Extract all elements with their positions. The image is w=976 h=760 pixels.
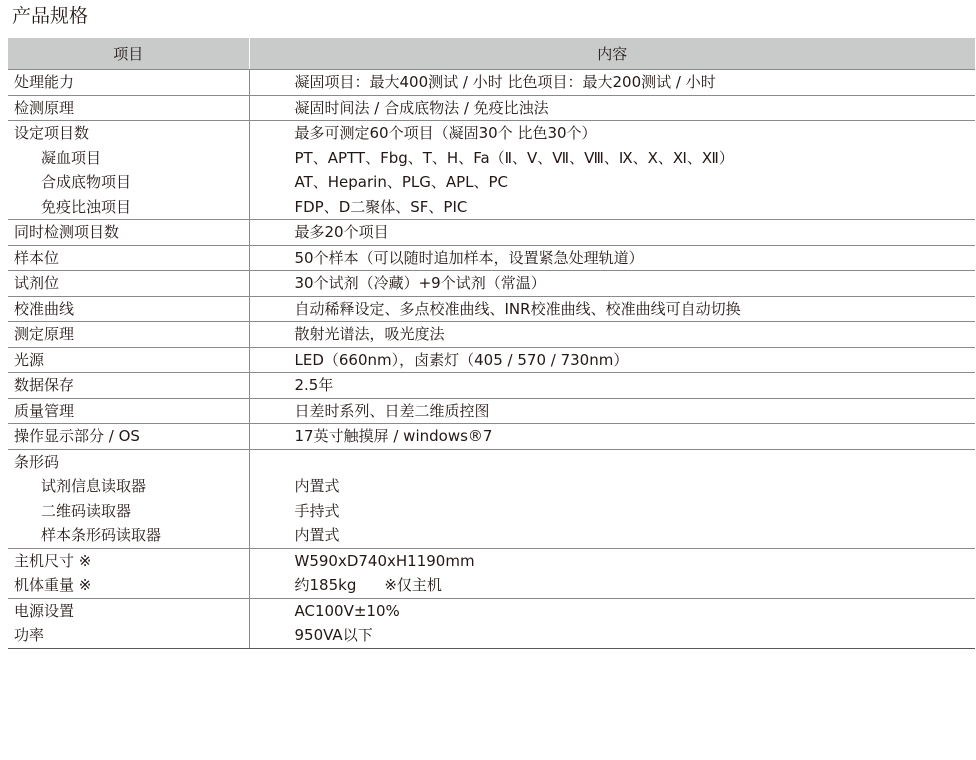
row-sub-value: 内置式	[294, 526, 340, 544]
row-label: 测定原理	[14, 325, 75, 343]
row-sub-label: 样本条形码读取器	[41, 526, 162, 544]
row-label: 同时检测项目数	[14, 223, 120, 241]
table-row	[8, 271, 975, 297]
table-row	[8, 322, 975, 348]
row-value: AC100V±10%	[294, 601, 400, 620]
row-label: 主机尺寸 ※	[14, 551, 92, 570]
table-row	[8, 95, 975, 121]
row-sub-value: PT、APTT、Fbg、T、H、Fa（Ⅱ、Ⅴ、Ⅶ、Ⅷ、Ⅸ、Ⅹ、Ⅺ、Ⅻ）	[294, 148, 734, 167]
row-label: 质量管理	[14, 401, 75, 420]
row-sub-label: 合成底物项目	[41, 173, 132, 191]
table-row	[8, 220, 975, 246]
table-row	[8, 548, 975, 598]
row-label: 数据保存	[14, 376, 75, 394]
table-row	[8, 373, 975, 399]
table-row	[8, 424, 975, 450]
row-value: 最多20个项目	[294, 223, 389, 241]
table-row	[8, 121, 975, 220]
row-sub-label: 试剂信息读取器	[41, 477, 147, 495]
page-title: 产品规格	[12, 5, 89, 27]
row-value: 最多可测定60个项目（凝固30个 比色30个）	[294, 124, 597, 142]
row-value: 17英寸触摸屏 / windows®7	[294, 427, 493, 445]
row-label: 处理能力	[14, 73, 75, 91]
row-label: 机体重量 ※	[14, 576, 92, 594]
row-label: 设定项目数	[14, 124, 90, 142]
spec-table	[8, 38, 975, 649]
row-value: 日差时系列、日差二维质控图	[294, 401, 490, 420]
row-value: 950VA以下	[294, 626, 373, 644]
row-value: 散射光谱法，吸光度法	[294, 325, 445, 343]
row-label: 试剂位	[14, 274, 60, 292]
table-row	[8, 398, 975, 424]
row-sub-label: 凝血项目	[41, 148, 102, 167]
row-value: 30个试剂（冷藏）+9个试剂（常温）	[294, 274, 546, 292]
row-value: 50个样本（可以随时追加样本，设置紧急处理轨道）	[294, 248, 644, 267]
row-label: 光源	[14, 350, 45, 369]
header-item: 项目	[8, 38, 249, 70]
row-label: 条形码	[14, 452, 60, 471]
row-value: W590xD740xH1190mm	[294, 551, 475, 570]
row-value-weight	[295, 573, 976, 598]
row-sub-label: 免疫比浊项目	[41, 197, 132, 216]
row-label: 校准曲线	[14, 299, 75, 318]
table-row	[8, 347, 975, 373]
row-label: 操作显示部分 / OS	[14, 427, 140, 445]
row-label: 样本位	[14, 248, 60, 267]
header-content: 内容	[249, 38, 975, 70]
table-row	[8, 598, 975, 648]
row-sub-label: 二维码读取器	[41, 501, 132, 520]
row-sub-value: 内置式	[294, 477, 340, 495]
row-label: 检测原理	[14, 98, 75, 117]
table-row	[8, 70, 975, 96]
row-value: 自动稀释设定、多点校准曲线、INR校准曲线、校准曲线可自动切换	[294, 299, 741, 318]
table-header-row	[8, 38, 975, 70]
table-row	[8, 245, 975, 271]
row-label: 功率	[14, 626, 45, 644]
row-value: 凝固时间法 / 合成底物法 / 免疫比浊法	[294, 98, 549, 117]
row-label: 电源设置	[14, 601, 75, 620]
weight-note: ※仅主机	[384, 576, 442, 594]
row-sub-value: AT、Heparin、PLG、APL、PC	[294, 173, 509, 191]
weight-value: 约185kg	[294, 576, 357, 594]
row-sub-value: FDP、D二聚体、SF、PIC	[294, 197, 468, 216]
row-sub-value: 手持式	[294, 501, 340, 520]
row-value: 凝固项目：最大400测试 / 小时 比色项目：最大200测试 / 小时	[294, 73, 716, 91]
table-row	[8, 449, 975, 548]
row-value: LED（660nm），卤素灯（405 / 570 / 730nm）	[294, 350, 629, 369]
table-row	[8, 296, 975, 322]
row-value: 2.5年	[294, 376, 334, 394]
